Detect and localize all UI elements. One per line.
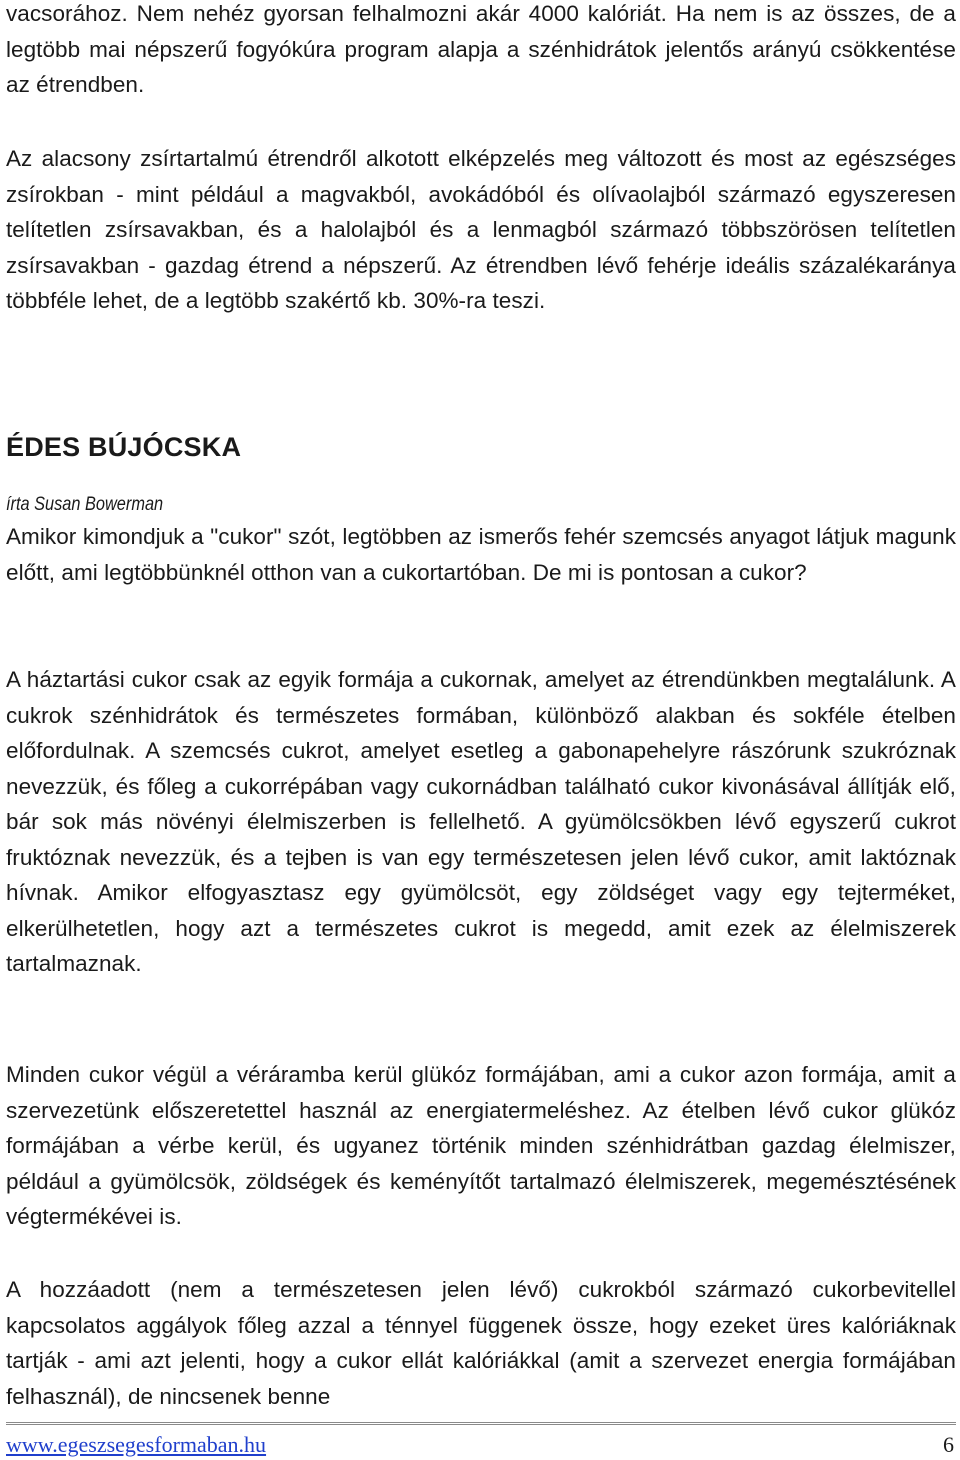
paragraph-glucose: Minden cukor végül a véráramba kerül glükóz formájában, ami a cukor azon formája, amit a szervezetünk előszeretettel használ az energiatermeléshez. Az ételben lévő cukor glükóz formájában a vérbe kerül, és ugyanez történik minden szénhidrátban gazdag élelmiszer, például a gyümölcsök, zöldségek és keményítőt tartalmazó élelmiszerek, megemésztésének végtermékévei is. [6, 1062, 956, 1229]
paragraph-intro: Amikor kimondjuk a "cukor" szót, legtöbben az ismerős fehér szemcsés anyagot látjuk magunk előtt, ami legtöbbünknél otthon van a cukortartóban. De mi is pontosan a cukor? [6, 524, 956, 585]
footer-divider [6, 1422, 956, 1425]
paragraph-fats: Az alacsony zsírtartalmú étrendről alkotott elképzelés meg változott és most az egészséges zsírokban - mint például a magvakból, avokádóból és olívaolajból származó egyszeresen telítetlen zsírsavakban, és a halolajból és a lenmagból származó többszörösen telítetlen zsírsavakban - gazdag étrend a népszerű. Az étrendben lévő fehérje ideális százalékaránya többféle lehet, de a legtöbb szakértő kb. 30%-ra teszi. [6, 146, 956, 313]
paragraph-added-sugar: A hozzáadott (nem a természetesen jelen lévő) cukrokból származó cukorbevitellel kapcsolatos aggályok főleg azzal a ténnyel függenek össze, hogy ezeket üres kalóriáknak tartják - ami azt jelenti, hogy a cukor ellát kalóriákkal (amit a szervezet energia formájában felhasznál), de nincsenek benne [6, 1277, 956, 1409]
author-byline: írta Susan Bowerman [6, 494, 164, 515]
paragraph-sugar-forms: A háztartási cukor csak az egyik formája a cukornak, amelyet az étrendünkben megtalálunk. A cukrok szénhidrátok és természetes formában, különböző alakban és sokféle ételben előfordulnak. A szemcsés cukrot, amelyet esetleg a gabonapehelyre rászórunk szukróznak nevezzük, és főleg a cukorrépában vagy cukornádban található cukor kivonásával állítják elő, bár sok más növényi élelmiszerben is fellelhető. A gyümölcsökben lévő egyszerű cukrot fruktóznak nevezzük, és a tejben is van egy természetesen jelen lévő cukor, amit laktóznak hívnak. Amikor elfogyasztasz egy gyümölcsöt, egy zöldséget vagy egy tejterméket, elkerülhetetlen, hogy azt a természetes cukrot is megedd, amit ezek az élelmiszerek tartalmaznak. [6, 667, 956, 976]
page-footer [6, 1430, 956, 1460]
page-number: 6 [943, 1432, 954, 1457]
section-heading: ÉDES BÚJÓCSKA [6, 432, 242, 462]
website-link[interactable]: www.egeszsegesformaban.hu [6, 1432, 267, 1457]
paragraph-continued: vacsorához. Nem nehéz gyorsan felhalmozni akár 4000 kalóriát. Ha nem is az összes, de a legtöbb mai népszerű fogyókúra program alapja a szénhidrátok jelentős arányú csökkentése az étrendben. [6, 1, 956, 97]
